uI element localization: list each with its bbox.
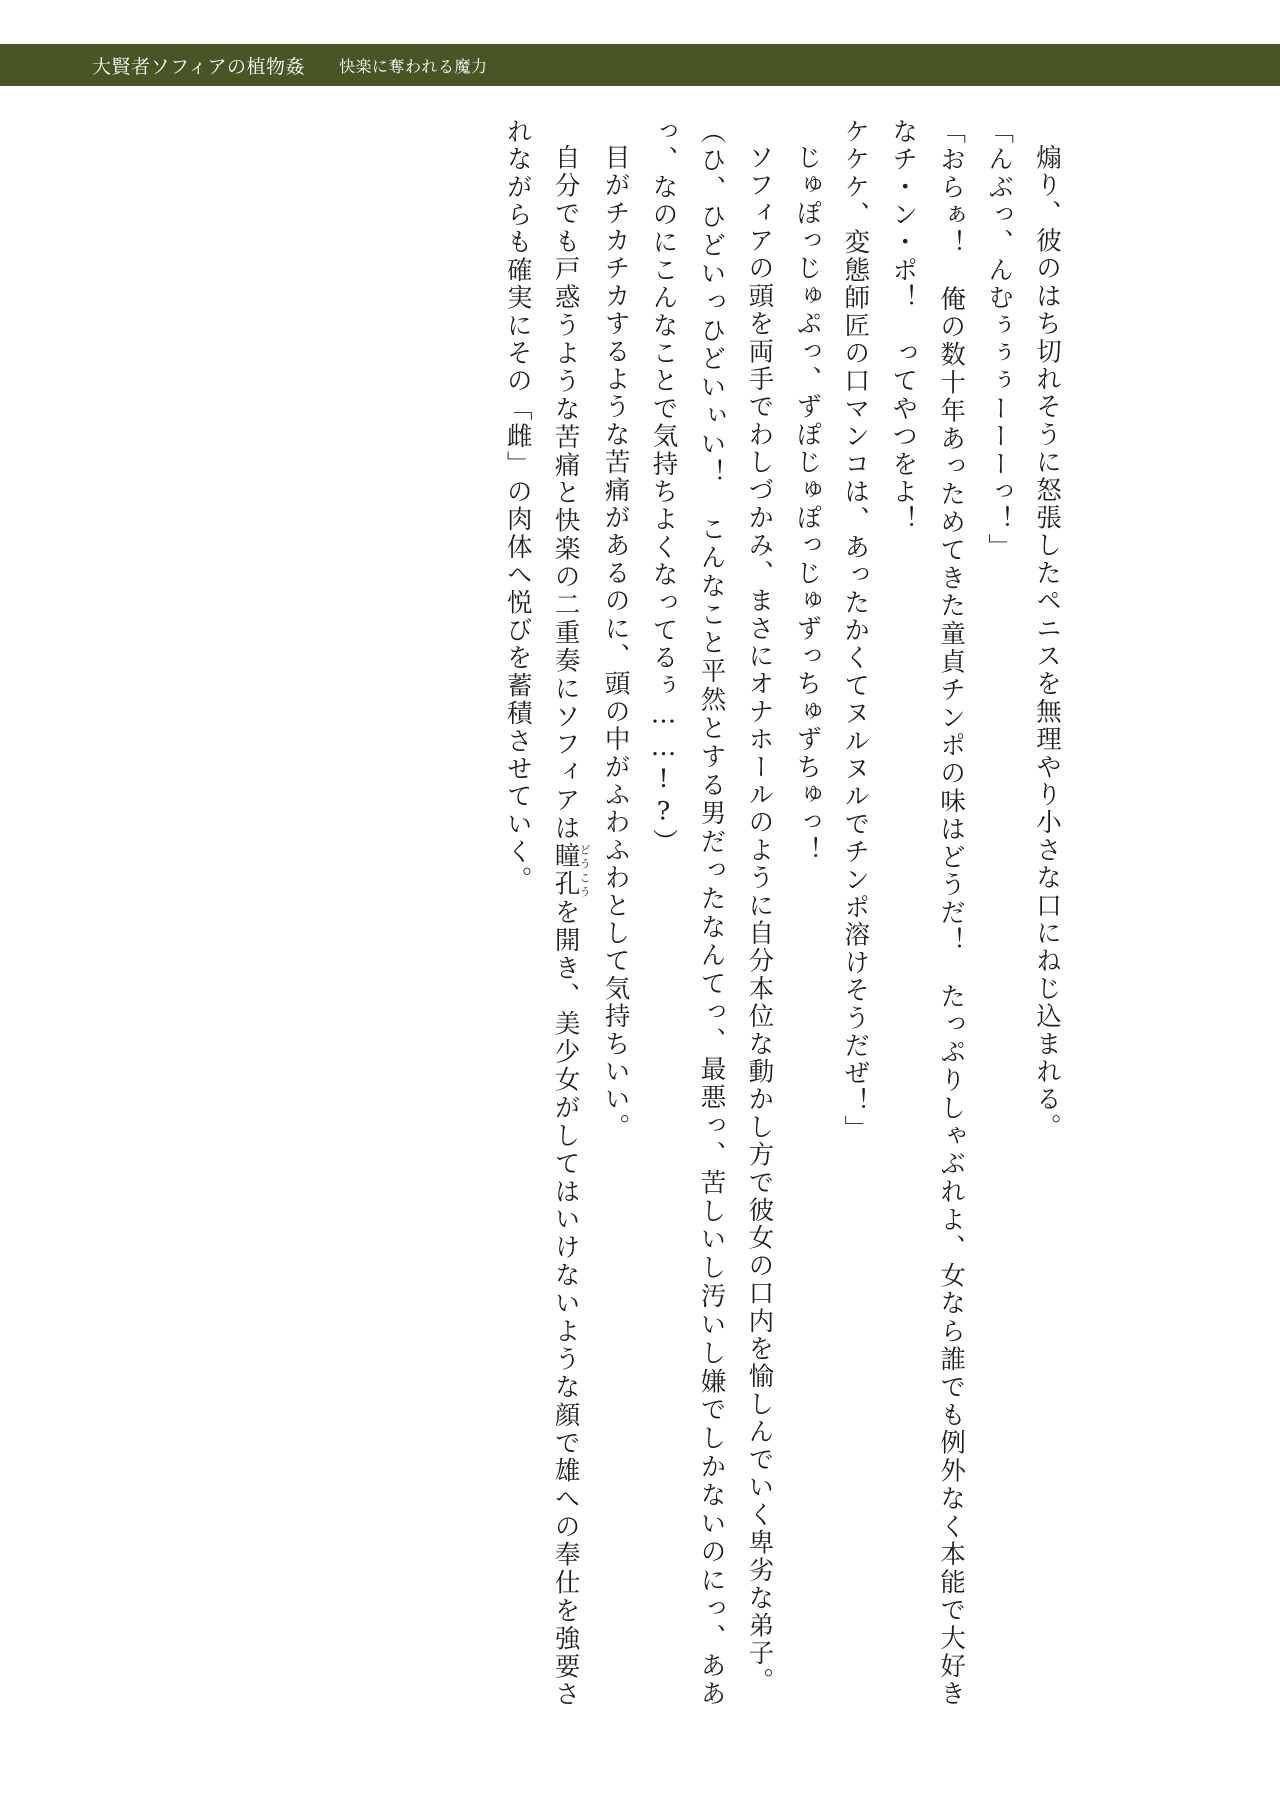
chapter-subtitle: 快楽に奪われる魔力: [338, 56, 488, 76]
paragraph-7: （ひ、ひどいっひどいぃい！ こんなこと平然とする男だったなんてっ、最悪っ、苦しいし汚いし嫌でしかないのにっ、ああっ、なのにこんなことで気持ちよくなってるぅ……!?）: [648, 118, 727, 1708]
paragraph-1: 煽り、彼のはち切れそうに怒張したペニスを無理やり小さな口にねじ込まれる。: [1032, 143, 1062, 1141]
novel-body-text: [70, 118, 1070, 1708]
paragraph-9-part-a: 自分でも戸惑うような苦痛と快楽の二重奏にソフィアは: [550, 143, 581, 843]
paragraph-9: [493, 118, 591, 1708]
paragraph-8: 目がチカチカするような苦痛があるのに、頭の中がふわふわとして気持ちいい。: [600, 143, 631, 1141]
ruby-base: 瞳孔: [550, 842, 581, 898]
ruby-doukou: [550, 842, 592, 898]
paragraph-9-part-b: を開き、美少女がしてはいけないような顔で雄への奉仕を強要されながらも確実にその「雌」の肉体へ悦びを蓄積させていく。: [502, 118, 581, 1708]
paragraph-2: 「んぶっ、んむぅぅぅーーーっ！」: [984, 118, 1015, 562]
header: [0, 44, 1280, 86]
book-title: 大賢者ソフィアの植物姦: [92, 55, 305, 78]
paragraph-6: ソフィアの頭を両手でわしづかみ、まさにオナホールのように自分本位な動かし方で彼女の口内を愉しんでいく卑劣な弟子。: [744, 143, 775, 1695]
paragraph-4: ケケケ、変態師匠の口マンコは、あったかくてヌルヌルでチンポ溶けそうだぜ！」: [840, 118, 871, 1143]
paragraph-5: じゅぽっじゅぷっ、ずぽじゅぽっじゅずっちゅずちゅっ！: [792, 143, 823, 864]
ruby-reading: どうこう: [578, 842, 592, 898]
paragraph-3: 「おらぁ！ 俺の数十年あっためてきた童貞チンポの味はどうだ！ たっぷりしゃぶれよ、女なら誰でも例外なく本能で大好きなチ・ン・ポ！ ってやつをよ！: [888, 118, 967, 1708]
